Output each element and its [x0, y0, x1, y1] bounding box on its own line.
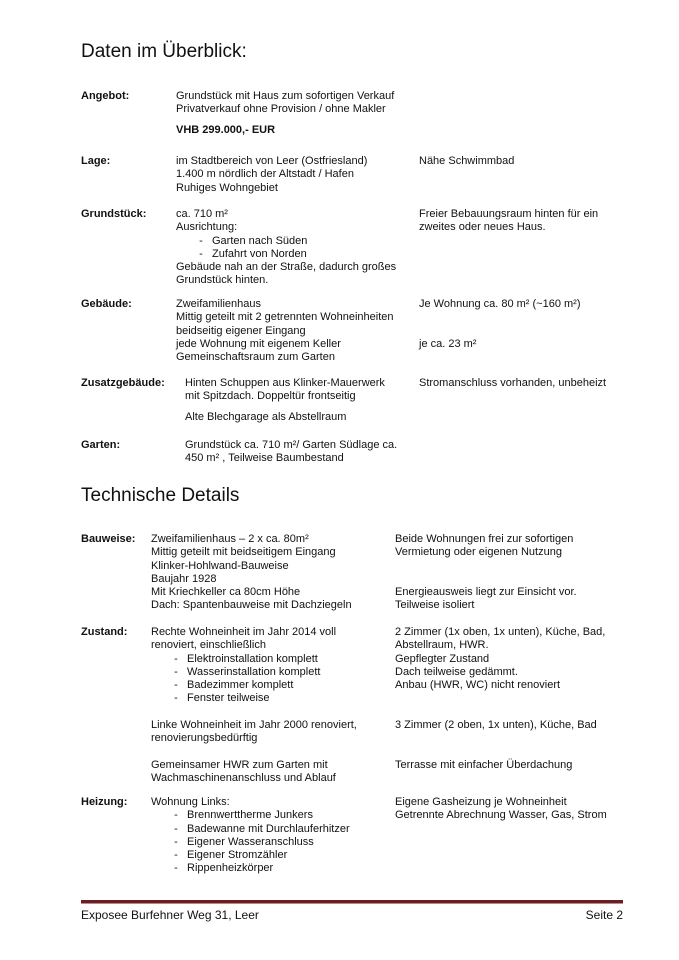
list-item: - Fenster teilweise — [151, 692, 357, 705]
list-item: - Rippenheizkörper — [151, 862, 350, 875]
text-line: Baujahr 1928 — [151, 572, 217, 585]
section-title-technical: Technische Details — [81, 485, 240, 506]
label-heizung: Heizung: — [81, 796, 128, 808]
bullet-dash: - — [174, 849, 178, 862]
text-line: Zweifamilienhaus – 2 x ca. 80m² — [151, 533, 309, 545]
gebaeude-notes — [419, 298, 581, 351]
text-line: Beide Wohnungen frei zur sofortigen — [395, 533, 574, 545]
text-line: Gemeinschaftsraum zum Garten — [176, 351, 335, 364]
text-line: Wachmaschinenanschluss und Ablauf — [151, 772, 336, 785]
text-line: Mittig geteilt mit 2 getrennten Wohneinheiten — [176, 311, 394, 324]
bullet-dash: - — [174, 665, 178, 678]
list-item: - Eigener Stromzähler — [151, 849, 350, 862]
text-line: Teilweise isoliert — [395, 599, 475, 612]
bauweise-details — [151, 533, 352, 613]
text-line: 2 Zimmer (1x oben, 1x unten), Küche, Bad, — [395, 626, 606, 638]
text-line: Wohnung Links: — [151, 796, 230, 808]
text-line: Zweifamilienhaus — [176, 298, 261, 310]
lage-details — [176, 155, 367, 195]
angebot-details — [176, 90, 394, 137]
list-item: - Zufahrt von Norden — [176, 248, 396, 261]
lage-notes — [419, 155, 514, 168]
garten-details — [185, 439, 397, 466]
bullet-dash: - — [199, 234, 203, 247]
text-line: Grundstück hinten. — [176, 274, 269, 287]
page-number: Seite 2 — [585, 908, 623, 922]
text-line: Dach: Spantenbauweise mit Dachziegeln — [151, 599, 352, 612]
text-line: im Stadtbereich von Leer (Ostfriesland) — [176, 155, 368, 167]
label-bauweise: Bauweise: — [81, 533, 136, 545]
text-line: Privatverkauf ohne Provision / ohne Makler — [176, 103, 386, 116]
zusatzgebaeude-details — [185, 377, 385, 424]
bullet-dash: - — [174, 679, 178, 692]
bullet-dash: - — [199, 247, 203, 260]
text-line: Dach teilweise gedämmt. — [395, 665, 518, 678]
text-line: Abstellraum, HWR. — [395, 639, 489, 652]
text-line: Anbau (HWR, WC) nicht renoviert — [395, 679, 561, 692]
label-lage: Lage: — [81, 155, 111, 167]
text-line: Getrennte Abrechnung Wasser, Gas, Strom — [395, 809, 607, 822]
bauweise-notes — [395, 533, 577, 613]
label-garten: Garten: — [81, 439, 121, 451]
heizung-notes — [395, 796, 607, 823]
text-line: Gemeinsamer HWR zum Garten mit — [151, 758, 328, 771]
list-item: - Badezimmer komplett — [151, 679, 357, 692]
bullet-dash: - — [174, 862, 178, 875]
text-line: Gepflegter Zustand — [395, 652, 490, 665]
zustand-details — [151, 626, 357, 786]
bullet-dash: - — [174, 835, 178, 848]
text-line — [395, 573, 577, 586]
grundstueck-details — [176, 208, 396, 288]
list-item: - Garten nach Süden — [176, 235, 396, 248]
text-line: 3 Zimmer (2 oben, 1x unten), Küche, Bad — [395, 719, 597, 732]
text-line: Grundstück ca. 710 m²/ Garten Südlage ca. — [185, 439, 398, 451]
text-line: jede Wohnung mit eigenem Keller — [176, 337, 341, 350]
label-grundstueck: Grundstück: — [81, 208, 147, 220]
text-line: Klinker-Hohlwand-Bauweise — [151, 559, 289, 572]
list-item: - Wasserinstallation komplett — [151, 666, 357, 679]
text-line: 450 m² , Teilweise Baumbestand — [185, 452, 344, 465]
text-line: renoviert, einschließlich — [151, 639, 266, 652]
text-line: Alte Blechgarage als Abstellraum — [185, 410, 347, 423]
text-line: ca. 710 m² — [176, 208, 228, 220]
zustand-notes — [395, 626, 605, 772]
text-line: Nähe Schwimmbad — [419, 155, 515, 167]
text-line: renovierungsbedürftig — [151, 732, 258, 745]
text-line — [395, 560, 577, 573]
zusatzgebaeude-notes — [419, 377, 606, 390]
section-title-overview: Daten im Überblick: — [81, 41, 247, 62]
list-item: - Badewanne mit Durchlauferhitzer — [151, 823, 350, 836]
text-line: Eigene Gasheizung je Wohneinheit — [395, 796, 567, 808]
text-line: Vermietung oder eigenen Nutzung — [395, 546, 562, 559]
text-line: Linke Wohneinheit im Jahr 2000 renoviert, — [151, 719, 357, 732]
text-line: Mit Kriechkeller ca 80cm Höhe — [151, 586, 301, 599]
footer-divider-thin — [81, 903, 623, 904]
text-line: Gebäude nah an der Straße, dadurch großes — [176, 261, 397, 274]
label-zusatzgebaeude: Zusatzgebäude: — [81, 377, 165, 389]
price: VHB 299.000,- EUR — [176, 123, 276, 136]
list-item: - Elektroinstallation komplett — [151, 653, 357, 666]
text-line: Hinten Schuppen aus Klinker-Mauerwerk — [185, 377, 385, 389]
text-line: Grundstück mit Haus zum sofortigen Verkauf — [176, 90, 395, 102]
heizung-details — [151, 796, 350, 876]
text-line: Je Wohnung ca. 80 m² (~160 m²) — [419, 298, 581, 310]
text-line: Ruhiges Wohngebiet — [176, 181, 278, 194]
list-item: - Brennwerttherme Junkers — [151, 809, 350, 822]
bullet-dash: - — [174, 652, 178, 665]
text-line: mit Spitzdach. Doppeltür frontseitig — [185, 390, 356, 403]
text-line: Terrasse mit einfacher Überdachung — [395, 758, 573, 771]
text-line: Freier Bebauungsraum hinten für ein — [419, 208, 599, 220]
text-line: beidseitig eigener Eingang — [176, 324, 306, 337]
label-zustand: Zustand: — [81, 626, 128, 638]
text-line: Mittig geteilt mit beidseitigem Eingang — [151, 546, 336, 559]
text-line: Stromanschluss vorhanden, unbeheizt — [419, 377, 607, 389]
footer-document-title: Exposee Burfehner Weg 31, Leer — [81, 908, 259, 922]
bullet-dash: - — [174, 809, 178, 822]
label-angebot: Angebot: — [81, 90, 130, 102]
text-line: Ausrichtung: — [176, 221, 238, 234]
text-line: Rechte Wohneinheit im Jahr 2014 voll — [151, 626, 337, 638]
label-gebaeude: Gebäude: — [81, 298, 132, 310]
text-line: Energieausweis liegt zur Einsicht vor. — [395, 586, 577, 599]
bullet-dash: - — [174, 692, 178, 705]
text-line: je ca. 23 m² — [419, 337, 477, 350]
text-line: 1.400 m nördlich der Altstadt / Hafen — [176, 168, 354, 181]
text-line: zweites oder neues Haus. — [419, 221, 546, 234]
gebaeude-details — [176, 298, 393, 364]
list-item: - Eigener Wasseranschluss — [151, 836, 350, 849]
bullet-dash: - — [174, 822, 178, 835]
grundstueck-notes — [419, 208, 598, 235]
